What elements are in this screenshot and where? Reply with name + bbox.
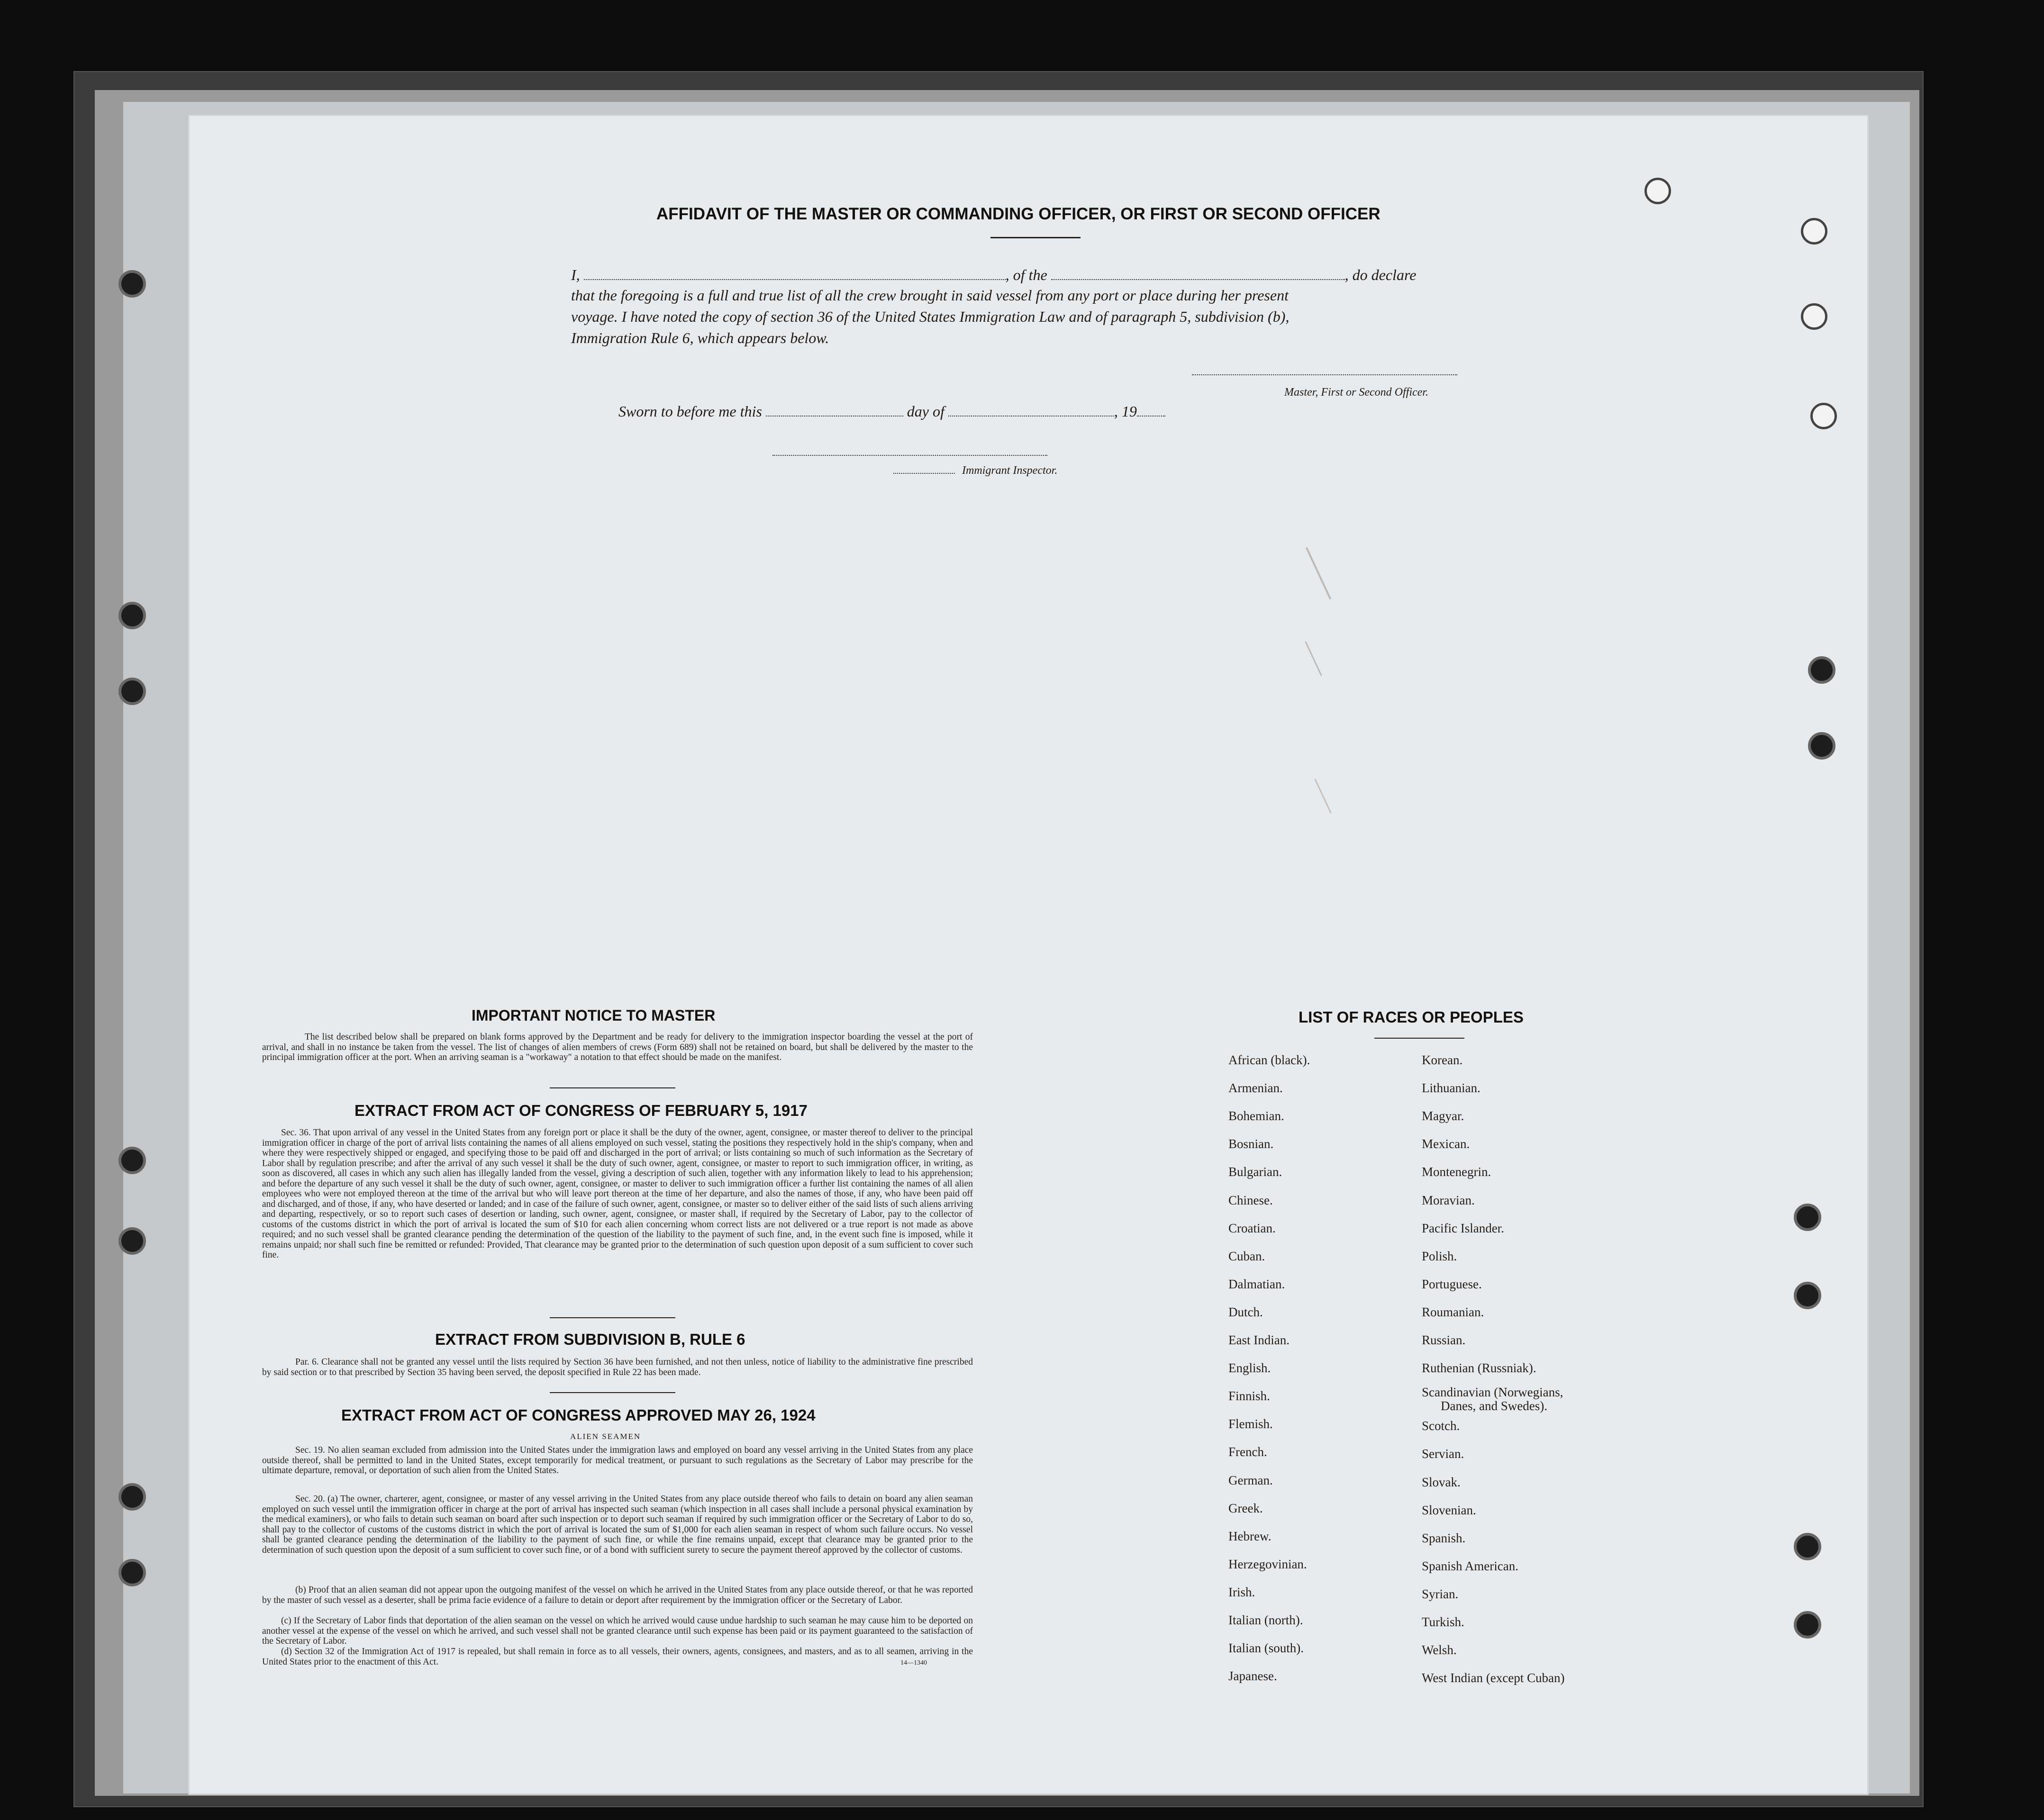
sec20a-text: Sec. 20. (a) The owner, charterer, agent, consignee, or master of any vessel arriving in the United States from any place outside thereof who fails to detain on board any alien seaman employed on such vessel until the immigration officer in charge at the port of arrival has inspected such seaman (which inspection in all cases shall include a personal physical examination by the medical examiners), or who fails to detain such seaman on board after such inspection or to deport such seaman if required by such immigration officer or the Secretary of Labor to do so, shall pay to the collector of customs of the customs district in which the port of arrival is located the sum of $1,000 for each alien seaman in respect of whom such failure occurs. No vessel shall be granted clearance pending the determination of the liability to the payment of such fine, or while the fine remains unpaid, except that clearance may be granted prior to the determination of such question upon the deposit of a sum sufficient to cover such fine, or of a bond with sufficient surety to secure the payment thereof approved by the collector of customs. (262, 1494, 973, 1555)
title-divider (990, 237, 1081, 238)
sworn-month-blank[interactable] (948, 402, 1114, 417)
race-item: Finnish. (1228, 1389, 1270, 1403)
race-item: Pacific Islander. (1422, 1221, 1504, 1235)
race-item: Magyar. (1422, 1109, 1464, 1123)
race-item: Montenegrin. (1422, 1165, 1491, 1179)
sec20d-text: (d) Section 32 of the Immigration Act of 1917 is repealed, but shall remain in force as to all vessels, their owners, agents, consignees, and masters, and as to all seamen, arriving in the United States prior to the enactment of this Act. (262, 1647, 973, 1667)
affidavit-line-2: that the foregoing is a full and true list of all the crew brought in said vessel from any port or place during her present (571, 287, 1289, 304)
sec19-text: Sec. 19. No alien seaman excluded from admission into the United States under the immigration laws and employed on board any vessel arriving in the United States from any place outside thereof, shall be permitted to land in the United States, except temporarily for medical treatment, or pursuant to such regulations as the Secretary of Labor may prescribe for the ultimate departure, removal, or deportation of such alien from the United States. (262, 1445, 973, 1476)
race-item: Armenian. (1228, 1081, 1283, 1095)
extract-1924-title: EXTRACT FROM ACT OF CONGRESS APPROVED MAY 26, 1924 (341, 1406, 816, 1424)
master-label: Master, First or Second Officer. (1284, 386, 1428, 398)
punch-hole (1794, 1611, 1821, 1639)
sec20b-text: (b) Proof that an alien seaman did not appear upon the outgoing manifest of the vessel on which he arrived in the United States from any place outside thereof, or that he was reported by the master of such vessel as a deserter, shall be prima facie evidence of a failure to detain or deport after requirement by the immigration officer or the Secretary of Labor. (262, 1585, 973, 1605)
punch-hole (1644, 178, 1671, 204)
race-item: Spanish American. (1422, 1559, 1518, 1573)
race-item: Chinese. (1228, 1193, 1273, 1207)
race-item: Spanish. (1422, 1531, 1466, 1545)
race-item: English. (1228, 1361, 1271, 1375)
extract-rule6-text: Par. 6. Clearance shall not be granted any vessel until the lists required by Section 36 have been furnished, and not then unless, notice of liability to the administrative fine prescribed by said section or to that prescribed by Section 35 having been served, the deposit specified in Rule 22 has been made. (262, 1357, 973, 1377)
race-item: Bosnian. (1228, 1137, 1274, 1151)
affidavit-line-4: Immigration Rule 6, which appears below. (571, 329, 829, 346)
inspector-dotted-lead (893, 473, 955, 474)
section-divider (550, 1317, 675, 1318)
race-item: West Indian (except Cuban) (1422, 1671, 1565, 1685)
punch-hole (1794, 1204, 1821, 1231)
punch-hole (1808, 732, 1835, 760)
race-item: Croatian. (1228, 1221, 1276, 1235)
race-item: Lithuanian. (1422, 1081, 1481, 1095)
race-item: Japanese. (1228, 1669, 1277, 1683)
affidavit-line-1 (571, 265, 1416, 284)
punch-hole (1794, 1533, 1821, 1560)
day-of-label: day of (907, 402, 945, 420)
race-item: Russian. (1422, 1333, 1466, 1347)
race-item: Portuguese. (1422, 1277, 1482, 1291)
race-item: Bulgarian. (1228, 1165, 1282, 1179)
punch-hole (1810, 403, 1837, 429)
race-item: Hebrew. (1228, 1529, 1272, 1543)
affidavit-title: AFFIDAVIT OF THE MASTER OR COMMANDING OFFICER, OR FIRST OR SECOND OFFICER (656, 205, 1381, 223)
sworn-label: Sworn to before me this (618, 402, 762, 420)
of-the-label: , of the (1005, 266, 1047, 283)
inspector-label: Immigrant Inspector. (962, 464, 1058, 477)
race-item: African (black). (1228, 1053, 1310, 1067)
race-item: Korean. (1422, 1053, 1463, 1067)
race-item: French. (1228, 1445, 1267, 1459)
form-number: 14—1340 (900, 1659, 927, 1666)
race-item: Bohemian. (1228, 1109, 1284, 1123)
section-divider (550, 1392, 675, 1393)
race-item: German. (1228, 1473, 1273, 1487)
punch-hole (1808, 656, 1835, 684)
race-item: Herzegovinian. (1228, 1557, 1307, 1571)
sworn-year-blank[interactable] (1137, 402, 1165, 417)
race-item: Scotch. (1422, 1419, 1460, 1433)
extract-rule6-title: EXTRACT FROM SUBDIVISION B, RULE 6 (435, 1331, 745, 1348)
section-divider (550, 1087, 675, 1088)
punch-hole (118, 1483, 146, 1511)
race-item: Welsh. (1422, 1643, 1457, 1657)
punch-hole (1794, 1282, 1821, 1309)
punch-hole (118, 1227, 146, 1255)
i-label: I, (571, 266, 580, 283)
notice-title: IMPORTANT NOTICE TO MASTER (472, 1007, 716, 1024)
sworn-line (618, 402, 1165, 420)
punch-hole (118, 602, 146, 629)
vessel-blank[interactable] (1051, 265, 1345, 280)
race-item: Turkish. (1422, 1615, 1464, 1629)
races-title: LIST OF RACES OR PEOPLES (1299, 1008, 1524, 1026)
extract-1917-text: Sec. 36. That upon arrival of any vessel in the United States from any foreign port or place it shall be the duty of the owner, agent, consignee, or master thereof to deliver to the principal immigration officer in charge of the port of arrival lists containing the names of all aliens employed on such vessel, stating the positions they respectively hold in the ship's company, when and where they were respectively shipped or engaged, and specifying those to be paid off and discharged in the port of arrival; or lists containing so much of such information as the Secretary of Labor shall by regulation prescribe; and after the arrival of any such vessel it shall be the duty of such owner, agent, consignee, or master to report to such immigration officer, in writing, as soon as discovered, all cases in which any such alien has illegally landed from the vessel, giving a description of such alien, together with any information likely to lead to his apprehension; and before the departure of any such vessel it shall be the duty of such owner, agent, consignee, or master to deliver to such immigration officer a further list containing the names of all alien employees who were not employed thereon at the time of the arrival but who will leave port thereon at the time of her departure, and also the names of those, if any, who have been paid off and discharged, and of those, if any, who have deserted or landed; and in case of the failure of such owner, agent, consignee, or master so to deliver either of the said lists of such aliens arriving and departing, respectively, or so to report such cases of desertion or landing, such owner, agent, consignee, or master shall, if required by the Secretary of Labor, pay to the collector of customs of the customs district in which the port of arrival is located the sum of $10 for each alien concerning whom correct lists are not delivered or a true report is not made as above required; and no such vessel shall be granted clearance pending the determination of the question of the liability to the payment of such fine, and, in the event such fine is imposed, while it remains unpaid; nor shall such fine be remitted or refunded: Provided, That clearance may be granted prior to the determination of such question upon deposit of a sum sufficient to cover such fine. (262, 1128, 973, 1260)
extract-1917-title: EXTRACT FROM ACT OF CONGRESS OF FEBRUARY 5, 1917 (354, 1102, 808, 1119)
race-item: Roumanian. (1422, 1305, 1484, 1319)
race-item: Greek. (1228, 1501, 1263, 1515)
sworn-day-blank[interactable] (766, 402, 903, 417)
notice-text: The list described below shall be prepared on blank forms approved by the Department and be ready for delivery to the immigration inspector boarding the vessel at the port of arrival, and shall in no instance be taken from the vessel. The list of changes of alien members of crews (Form 689) shall not be retained on board, but shall be delivered by the master to the principal immigration officer at the port. When an arriving seaman is a "workaway" a notation to that effect should be made on the manifest. (262, 1032, 973, 1062)
punch-hole (1801, 303, 1827, 330)
punch-hole (118, 270, 146, 298)
race-item: Scandinavian (Norwegians, (1422, 1385, 1563, 1399)
race-item: Servian. (1422, 1447, 1464, 1461)
race-item: East Indian. (1228, 1333, 1290, 1347)
sec20c-text: (c) If the Secretary of Labor finds that deportation of the alien seaman on the vessel on which he arrived would cause undue hardship to such seaman he may cause him to be deported on another vessel at the expense of the vessel on which he arrived, and such vessel shall not be granted clearance until such expense has been paid or its payment guaranteed to the satisfaction of the Secretary of Labor. (262, 1616, 973, 1646)
race-item: Italian (north). (1228, 1613, 1303, 1627)
race-item: Irish. (1228, 1585, 1255, 1599)
affidavit-line-3: voyage. I have noted the copy of section 36 of the United States Immigration Law and of paragraph 5, subdivision (b), (571, 308, 1290, 325)
inspector-signature-line[interactable] (772, 455, 1047, 456)
race-item: Dalmatian. (1228, 1277, 1285, 1291)
punch-hole (118, 678, 146, 705)
punch-hole (1801, 218, 1827, 244)
punch-hole (118, 1147, 146, 1174)
alien-seamen-subtitle: ALIEN SEAMEN (570, 1432, 641, 1441)
scandinavian-continued: Danes, and Swedes). (1441, 1399, 1547, 1413)
race-item: Ruthenian (Russniak). (1422, 1361, 1536, 1375)
name-blank[interactable] (584, 265, 1006, 280)
race-item: Flemish. (1228, 1417, 1273, 1431)
race-item: Dutch. (1228, 1305, 1263, 1319)
race-item: Mexican. (1422, 1137, 1470, 1151)
punch-hole (118, 1559, 146, 1586)
master-signature-line[interactable] (1192, 374, 1457, 375)
race-item: Polish. (1422, 1249, 1457, 1263)
race-item: Slovak. (1422, 1475, 1461, 1489)
race-item: Moravian. (1422, 1193, 1475, 1207)
year-prefix: , 19 (1114, 402, 1137, 420)
do-declare-label: , do declare (1344, 266, 1417, 283)
race-item: Cuban. (1228, 1249, 1265, 1263)
race-item: Syrian. (1422, 1587, 1459, 1601)
races-divider (1374, 1038, 1464, 1039)
race-item: Slovenian. (1422, 1503, 1476, 1517)
race-item: Italian (south). (1228, 1641, 1304, 1655)
